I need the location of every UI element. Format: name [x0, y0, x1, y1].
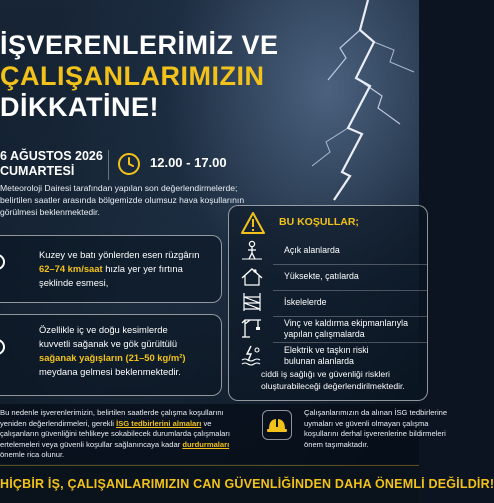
time-range: 12.00 - 17.00: [150, 155, 227, 170]
wind-speed: 62–74 km/saat: [39, 263, 103, 274]
instruction-text: ve: [201, 418, 212, 428]
clock-icon: [117, 152, 141, 176]
employee-instructions: [304, 408, 448, 450]
conditions-note: [261, 368, 429, 392]
title-line-2: ÇALIŞANLARIMIZIN: [0, 61, 265, 91]
rain-line-start: sağanak yağışların: [39, 352, 126, 363]
rain-warning-text: [39, 323, 219, 379]
conditions-note-line: ciddi iş sağlığı ve güvenliği riskleri: [261, 369, 390, 379]
condition-item-scaffolds: [239, 292, 429, 314]
helmet-badge: [262, 410, 292, 440]
condition-divider: [273, 316, 427, 317]
instruction-line: Bu nedenle işverenlerimizin, belirtilen saatlerde çalışma koşullarını: [0, 408, 224, 417]
warning-triangle-icon: [241, 212, 265, 234]
condition-label: Yüksekte, çatılarda: [284, 271, 359, 281]
instruction-line: [0, 419, 255, 430]
condition-label: [284, 318, 408, 340]
intro-line: görülmesi beklenmektedir.: [0, 207, 100, 217]
rain-amount: (21–50 kg/m²): [125, 352, 186, 363]
bullet-icon: [0, 254, 5, 270]
rain-amount-line: [39, 351, 219, 365]
rain-line: kuvvetli sağanak ve gök gürültülü: [39, 338, 178, 349]
intro-line: belirtilen saatler arasında bölgemizde olumsuz hava koşullarının: [0, 195, 245, 205]
condition-divider: [273, 290, 427, 291]
condition-item-roofs: [239, 266, 429, 288]
worker-outdoor-icon: [241, 240, 263, 260]
date-divider: [108, 150, 109, 180]
electric-flood-icon: [241, 345, 263, 365]
instruction-line: Çalışanlarımızın da alınan İSG tedbirlerine: [304, 408, 448, 417]
conditions-note-line: oluşturabileceği değerlendirilmektedir.: [261, 381, 405, 391]
wind-warning-box: [0, 235, 222, 303]
wind-line-rest: hızla yer yer fırtına: [102, 263, 183, 274]
instruction-line: koşullarını derhal işverenlerine bildirmeleri: [304, 429, 446, 439]
condition-label: Açık alanlarda: [284, 245, 340, 255]
date-text: [0, 149, 103, 179]
stop-work-highlight: durdurmaları: [182, 439, 230, 449]
instruction-line: uymaları ve güvenli olmayan çalışma: [304, 418, 429, 428]
lightning-bolt-icon: [290, 0, 419, 200]
hard-hat-icon: [266, 415, 288, 435]
wind-line: Kuzey ve batı yönlerden esen rüzgârın: [39, 249, 200, 260]
rain-line: meydana gelmesi beklenmektedir.: [39, 366, 181, 377]
instruction-line: önem taşımaktadır.: [304, 439, 369, 449]
weekday-line: CUMARTESİ: [0, 164, 75, 178]
conditions-header: [241, 212, 421, 236]
condition-label-line: Elektrik ve taşkın riski: [284, 345, 369, 355]
condition-label-line: bulunan alanlarda: [284, 356, 354, 366]
condition-divider: [273, 342, 427, 343]
title-line-3: DİKKATİNE!: [0, 92, 159, 122]
instruction-line: çalışanların güvenliğini tehlikeye sokabilecek durumlarda çalışmaları: [0, 429, 231, 439]
condition-label: [284, 345, 369, 367]
intro-line: Meteoroloji Dairesi tarafından yapılan son değerlendirmelerde;: [0, 183, 238, 193]
conditions-panel: [228, 205, 428, 401]
crane-icon: [241, 318, 263, 338]
employer-instructions: [0, 408, 255, 461]
roof-icon: [241, 266, 263, 286]
instruction-text: ertelemeleri veya güvenli koşullar sağlanıncaya kadar: [0, 439, 183, 449]
instruction-text: yeniden değerlendirmeleri, gerekli: [0, 418, 117, 428]
scaffold-icon: [241, 292, 263, 312]
condition-item-cranes: [239, 318, 429, 340]
safety-banner-text: HİÇBİR İŞ, ÇALIŞANLARIMIZIN CAN GÜVENLİĞİNDEN DAHA ÖNEMLİ DEĞİLDİR!: [0, 477, 494, 491]
condition-label-line: yapılan çalışmalarda: [284, 329, 365, 339]
safety-banner: [0, 465, 494, 503]
bottom-info-band: [0, 404, 448, 464]
condition-item-electric-flood: [239, 345, 429, 367]
condition-label: İskelelerde: [284, 297, 327, 307]
date-line: 6 AĞUSTOS 2026: [0, 149, 103, 163]
condition-item-open-areas: [239, 240, 429, 262]
wind-warning-text: [39, 248, 219, 290]
poster-title: [0, 30, 300, 123]
conditions-title: BU KOŞULLAR;: [279, 216, 359, 228]
condition-label-line: Vinç ve kaldırma ekipmanlarıyla: [284, 318, 409, 328]
instruction-line: önemle rica olunur.: [0, 450, 65, 460]
instruction-line: [0, 440, 255, 451]
rain-warning-box: [0, 314, 222, 396]
intro-text: [0, 182, 245, 218]
title-line-1: İŞVERENLERİMİZ VE: [0, 30, 279, 60]
rain-line: Özellikle iç ve doğu kesimlerde: [39, 324, 168, 335]
date-time-row: [0, 146, 300, 182]
isg-measures-highlight: İSG tedbirlerini almaları: [116, 418, 202, 428]
condition-divider: [273, 264, 427, 265]
bullet-icon: [0, 339, 5, 355]
wind-line: şeklinde esmesi,: [39, 277, 109, 288]
wind-speed-line: [39, 262, 219, 276]
